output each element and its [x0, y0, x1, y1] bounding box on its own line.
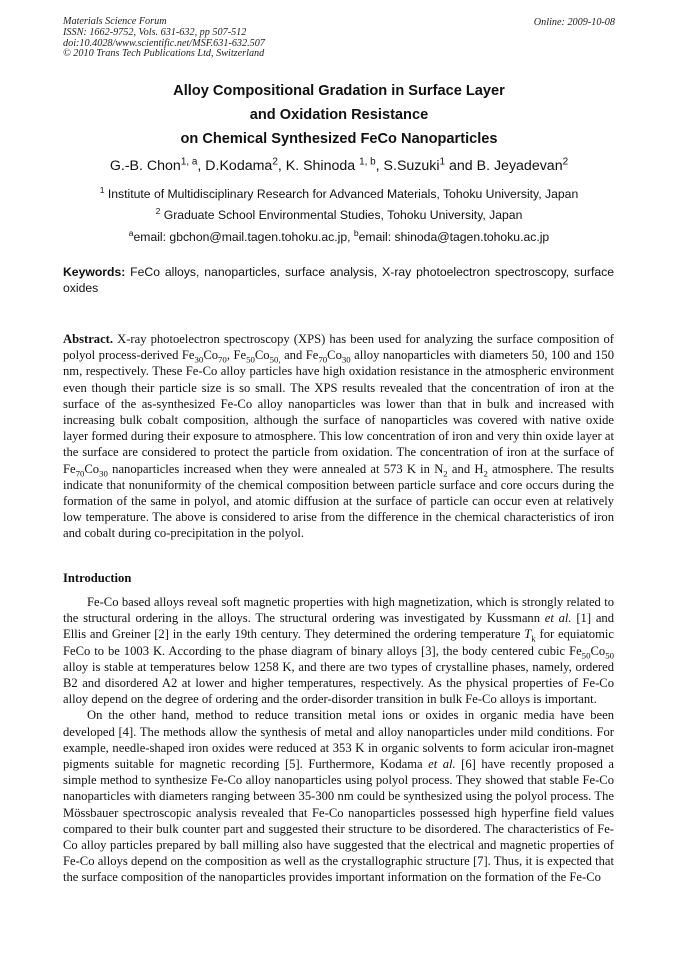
email-mark: b	[353, 227, 359, 238]
abstract-text: Co	[254, 348, 270, 363]
author-list	[0, 158, 678, 174]
email-line	[0, 227, 678, 244]
abstract-text: , Fe	[226, 348, 247, 363]
italic-text: et al.	[428, 757, 456, 772]
keywords	[63, 264, 614, 297]
paragraph-text: for equiatomic FeCo to be 1003 K. According to the phase diagram of binary alloys [3], the body centered cubic Fe	[63, 627, 614, 658]
online-date: Online: 2009-10-08	[533, 17, 615, 28]
subscript: 70	[75, 468, 85, 479]
title-line-2: and Oxidation Resistance	[249, 107, 429, 123]
email-address: email: shinoda@tagen.tohoku.ac.jp	[358, 230, 550, 244]
subscript: 50	[581, 650, 591, 661]
affil-text: Institute of Multidisciplinary Research for Advanced Materials, Tohoku University, Japan	[104, 187, 579, 201]
subscript: 50	[605, 650, 614, 661]
italic-symbol: T	[524, 627, 532, 642]
subscript: 2	[483, 468, 488, 479]
subscript: 2	[443, 468, 448, 479]
email-address: email: gbchon@mail.tagen.tohoku.ac.jp,	[133, 230, 354, 244]
author-affil-mark: 1	[439, 156, 446, 168]
author-name: G.-B. Chon	[109, 158, 181, 174]
paragraph	[63, 594, 614, 707]
email-mark: a	[128, 227, 134, 238]
journal-name: Materials Science Forum	[63, 16, 167, 27]
title-line-3: on Chemical Synthesized FeCo Nanoparticles	[180, 131, 498, 147]
abstract-text: and Fe	[280, 348, 319, 363]
affiliation-2	[0, 205, 678, 222]
paragraph-text: alloy is stable at temperatures below 1258 K, and there are two types of crystalline phases, namely, ordered B2 and disordered A2 at lower and higher temperatures, respectively. As the physical properties of Fe-Co alloy depend on the degree of ordering and the order-disorder transition in bulk Fe-Co alloys is important.	[63, 659, 614, 707]
paragraph-text: [6] have recently proposed a simple method to synthesize Fe-Co alloy nanoparticles using polyol process. They showed that stable Fe-Co nanoparticles with diameters ranging between 35-300 nm could be synthesized using the polyol process. The Mössbauer spectroscopic analysis revealed that Fe-Co nanoparticles possessed high hyperfine field values compared to their bulk counter part and suggested their structure to be disordered. The characteristics of Fe-Co alloy particles prepared by ball milling also have suggested that the electrical and magnetic properties of Fe-Co alloys depend on the composition as well as the crystallographic structure [7]. Thus, it is expected that the surface composition of the nanoparticles provides important information on the formation of the Fe-Co	[63, 757, 614, 885]
abstract-text: Co	[203, 348, 219, 363]
affil-mark: 2	[155, 205, 161, 216]
header-block	[63, 17, 265, 60]
affil-text: Graduate School Environmental Studies, Tohoku University, Japan	[160, 208, 523, 222]
paragraph-text: Fe-Co based alloys reveal soft magnetic properties with high magnetization, which is strongly related to the structural ordering in the alloys. The structural ordering was investigated by Kussmann	[63, 595, 614, 626]
affiliation-1	[0, 184, 678, 201]
author-name: and B. Jeyadevan	[445, 158, 563, 174]
abstract-text: Co	[327, 348, 342, 363]
abstract-text: atmosphere. The results indicate that nonuniformity of the chemical composition between particle surface and core occurs during the formation of the same in polyol, and atomic diffusion at the surface of particle can occur even at relatively low temperature. The above is considered to arise from the difference in the chemical characteristics of iron and cobalt during co-precipitation in the polyol.	[63, 461, 614, 541]
abstract-label: Abstract.	[63, 332, 114, 346]
subscript: 30	[194, 354, 204, 365]
affil-mark: 1	[99, 184, 105, 195]
italic-text: et al.	[544, 611, 572, 626]
issn-line: ISSN: 1662-9752, Vols. 631-632, pp 507-512	[63, 26, 247, 38]
copyright-line: © 2010 Trans Tech Publications Ltd, Switzerland	[63, 48, 265, 60]
author-affil-mark: 1, b	[359, 156, 376, 168]
author-name: , D.Kodama	[197, 158, 273, 174]
author-affil-mark: 2	[272, 156, 278, 168]
abstract-text: and H	[447, 461, 484, 476]
author-affil-mark: 2	[562, 156, 569, 168]
section-heading-introduction: Introduction	[63, 571, 132, 585]
author-name: , K. Shinoda	[277, 158, 360, 174]
author-name: , S.Suzuki	[375, 158, 440, 174]
author-affil-mark: 1, a	[180, 156, 198, 168]
abstract-text: alloy nanoparticles with diameters 50, 100 and 150 nm, respectively. These Fe-Co alloy particles have high oxidation resistance in the atmospheric environment even though their particle size is so small. The XPS results revealed that the concentration of iron at the surface of the as-synthesized Fe-Co alloy nanoparticles was lower than that in bulk and increased with increasing bulk cobalt composition, although the surface of nanoparticles was covered with native oxide layer formed during their exposure to atmosphere. This low concentration of iron and very thin oxide layer at the surface are considered to protect the particle from oxidation. The concentration of iron at the surface of Fe	[63, 348, 614, 476]
paragraph-text: On the other hand, method to reduce transition metal ions or oxides in organic media have been developed [4]. The methods allow the synthesis of metal and alloy nanoparticles under mild conditions. For example, needle-shaped iron oxides were reduced at 353 K in organic solvents to form acicular iron-magnet pigments suitable for magnetic recording [5]. Furthermore, Kodama	[63, 708, 614, 772]
keywords-label: Keywords:	[63, 265, 126, 279]
paragraph-text: [1] and Ellis and Greiner [2] in the early 19th century. They determined the ordering temperature	[63, 611, 614, 642]
abstract	[63, 331, 614, 542]
subscript: 30	[341, 354, 351, 365]
doi-line: doi:10.4028/www.scientific.net/MSF.631-632.507	[63, 37, 265, 49]
subscript: 50,	[269, 354, 281, 365]
title-line-1: Alloy Compositional Gradation in Surface Layer	[173, 83, 505, 99]
abstract-text: X-ray photoelectron spectroscopy (XPS) has been used for analyzing the surface composition of polyol process-derived Fe	[63, 332, 614, 363]
subscript: 30	[99, 468, 108, 479]
abstract-text: nanoparticles increased when they were annealed at 573 K in N	[107, 461, 444, 476]
paragraph-text: Co	[590, 643, 606, 658]
subscript: k	[531, 633, 536, 644]
subscript: 50	[246, 354, 255, 365]
subscript: 70	[318, 354, 328, 365]
keywords-text: FeCo alloys, nanoparticles, surface analysis, X-ray photoelectron spectroscopy, surface oxides	[63, 265, 614, 296]
abstract-text: Co	[84, 461, 100, 476]
introduction-body	[63, 594, 614, 886]
subscript: 70	[218, 354, 227, 365]
paragraph	[63, 707, 614, 885]
